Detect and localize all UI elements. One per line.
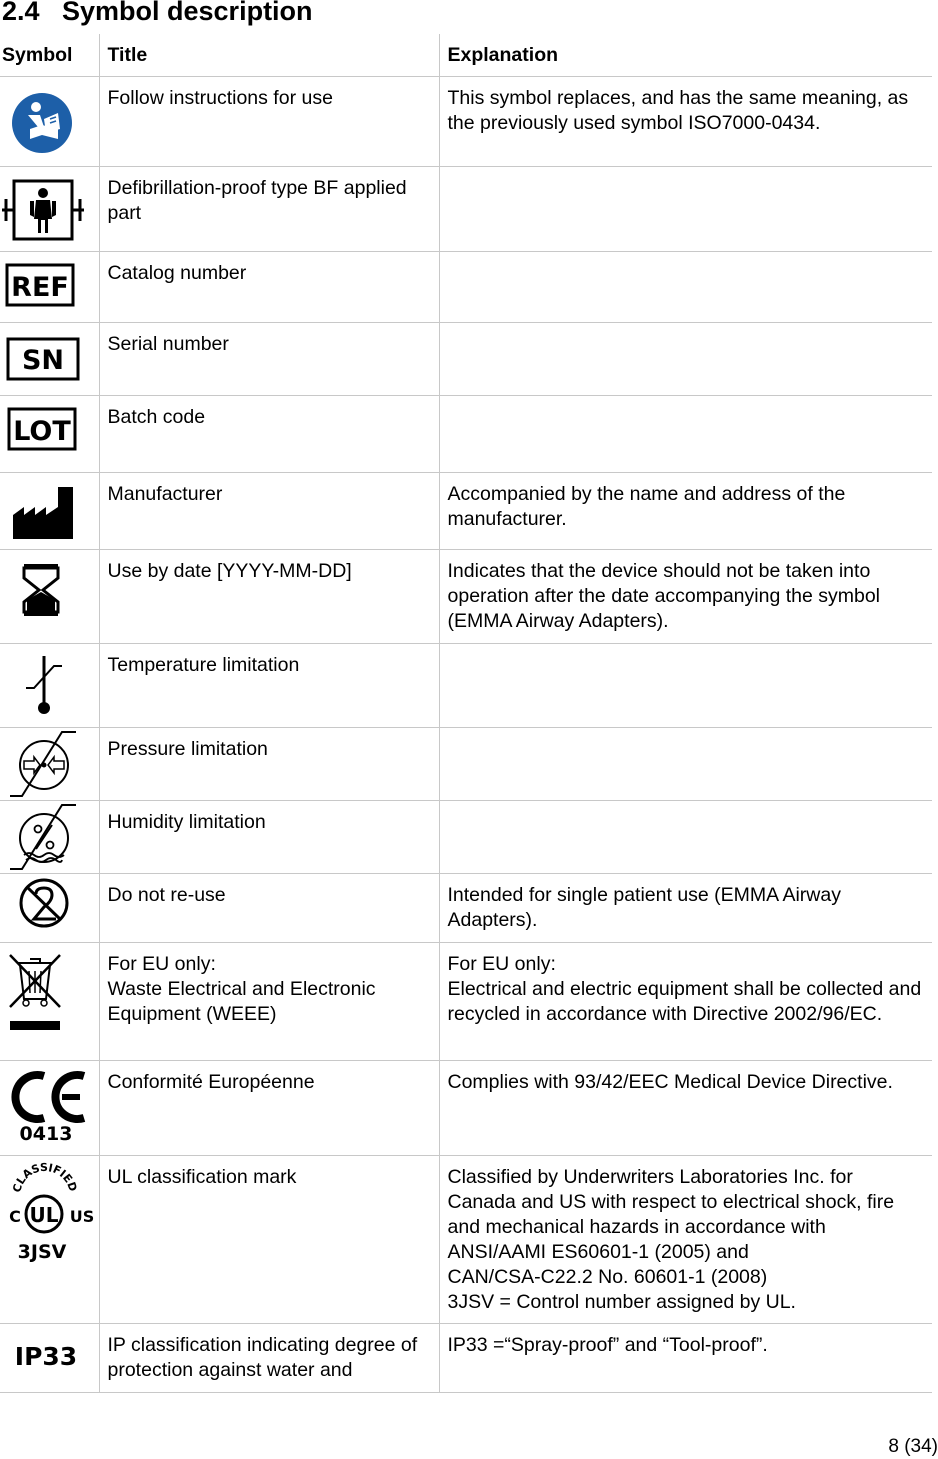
row-explanation	[439, 644, 932, 728]
table-row	[0, 396, 932, 473]
ul-mark-icon	[0, 1156, 99, 1324]
row-explanation: Accompanied by the name and address of the manufacturer.	[439, 473, 932, 550]
row-title: Use by date [YYYY-MM-DD]	[99, 550, 439, 644]
page-number: 8 (34)	[888, 1436, 938, 1457]
row-title: Serial number	[99, 323, 439, 396]
ref-icon	[0, 252, 99, 323]
sn-icon	[0, 323, 99, 396]
row-explanation: Indicates that the device should not be taken into operation after the date accompanying the symbol (EMMA Airway Adapters).	[439, 550, 932, 644]
table-row	[0, 323, 932, 396]
table-row	[0, 874, 932, 943]
row-title: IP classification indicating degree of protection against water and	[99, 1324, 439, 1393]
symbol-cell	[0, 943, 99, 1061]
table-row	[0, 252, 932, 323]
ip-label: IP33	[14, 1342, 78, 1371]
lot-label: LOT	[13, 416, 71, 447]
row-title: Do not re-use	[99, 874, 439, 943]
table-row	[0, 801, 932, 874]
symbol-cell	[0, 1061, 99, 1156]
ip33-icon	[0, 1324, 99, 1393]
row-title: Pressure limitation	[99, 728, 439, 801]
symbol-cell	[0, 1324, 99, 1393]
ul-logo-label: UL	[29, 1203, 59, 1227]
row-title: Humidity limitation	[99, 801, 439, 874]
symbol-cell	[0, 1156, 99, 1324]
row-explanation: Intended for single patient use (EMMA Airway Adapters).	[439, 874, 932, 943]
row-title: Temperature limitation	[99, 644, 439, 728]
section-title: Symbol description	[62, 0, 313, 26]
ce-number: 0413	[19, 1123, 73, 1145]
row-title: Catalog number	[99, 252, 439, 323]
do-not-reuse-icon	[0, 874, 99, 943]
symbol-cell	[0, 550, 99, 644]
ce-mark-icon	[0, 1061, 99, 1156]
humidity-limit-icon	[0, 801, 99, 874]
row-explanation	[439, 167, 932, 252]
manufacturer-icon	[0, 473, 99, 550]
symbol-cell	[0, 874, 99, 943]
row-title: Defibrillation-proof type BF applied part	[99, 167, 439, 252]
section-number: 2.4	[2, 0, 40, 26]
ul-classified-label: CLASSIFIED	[10, 1160, 80, 1194]
row-title: Conformité Européenne	[99, 1061, 439, 1156]
row-title: Manufacturer	[99, 473, 439, 550]
symbol-cell	[0, 323, 99, 396]
table-row	[0, 473, 932, 550]
pressure-limit-icon	[0, 728, 99, 801]
header-title: Title	[99, 34, 439, 77]
row-title: Batch code	[99, 396, 439, 473]
row-explanation: IP33 =“Spray-proof” and “Tool-proof”.	[439, 1324, 932, 1393]
table-row	[0, 77, 932, 167]
ul-us-label: US	[69, 1207, 95, 1226]
row-explanation: Complies with 93/42/EEC Medical Device Directive.	[439, 1061, 932, 1156]
section-heading	[2, 0, 313, 27]
row-explanation	[439, 728, 932, 801]
sn-label: SN	[21, 345, 65, 376]
ref-label: REF	[11, 272, 69, 303]
table-row	[0, 1324, 932, 1393]
table-header-row	[0, 34, 932, 77]
symbol-cell	[0, 167, 99, 252]
row-explanation: Classified by Underwriters Laboratories Inc. for Canada and US with respect to electrical shock, fire and mechanical hazards in accordance with ANSI/AAMI ES60601-1 (2005) and CAN/CSA-C22.2 No. 60601-1 (2008) 3JSV = Control number assigned by UL.	[439, 1156, 932, 1324]
weee-bin-icon	[0, 943, 99, 1061]
row-title: Follow instructions for use	[99, 77, 439, 167]
symbol-cell	[0, 801, 99, 874]
table-row	[0, 167, 932, 252]
ul-code-label: 3JSV	[17, 1241, 67, 1263]
header-explanation: Explanation	[439, 34, 932, 77]
table-row	[0, 728, 932, 801]
symbol-cell	[0, 728, 99, 801]
defibrillation-proof-bf-icon	[0, 167, 99, 252]
follow-instructions-icon	[0, 77, 99, 167]
symbol-cell	[0, 473, 99, 550]
table-row	[0, 1156, 932, 1324]
symbol-cell	[0, 252, 99, 323]
temperature-limit-icon	[0, 644, 99, 728]
symbol-cell	[0, 644, 99, 728]
table-row	[0, 550, 932, 644]
row-explanation	[439, 323, 932, 396]
row-explanation	[439, 801, 932, 874]
row-explanation: This symbol replaces, and has the same meaning, as the previously used symbol ISO7000-0434.	[439, 77, 932, 167]
row-explanation	[439, 396, 932, 473]
lot-icon	[0, 396, 99, 473]
symbol-table	[0, 34, 932, 1393]
row-title: For EU only: Waste Electrical and Electronic Equipment (WEEE)	[99, 943, 439, 1061]
header-symbol: Symbol	[0, 34, 99, 77]
table-row	[0, 644, 932, 728]
symbol-cell	[0, 77, 99, 167]
row-explanation	[439, 252, 932, 323]
ul-c-label: C	[9, 1207, 21, 1226]
symbol-cell	[0, 396, 99, 473]
row-title: UL classification mark	[99, 1156, 439, 1324]
hourglass-icon	[0, 550, 99, 644]
table-row	[0, 943, 932, 1061]
table-row	[0, 1061, 932, 1156]
row-explanation: For EU only: Electrical and electric equipment shall be collected and recycled in accordance with Directive 2002/96/EC.	[439, 943, 932, 1061]
